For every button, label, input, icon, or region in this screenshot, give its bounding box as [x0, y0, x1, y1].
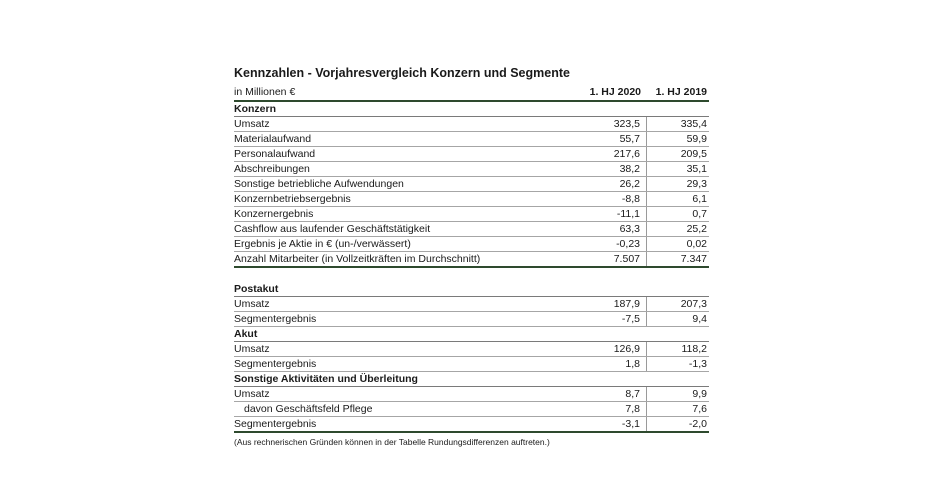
table-row: Segmentergebnis 1,8 -1,3 — [234, 358, 707, 370]
unit-label: in Millionen € — [234, 86, 296, 98]
table-row: Ergebnis je Aktie in € (un-/verwässert) -0,23 0,02 — [234, 238, 707, 250]
table-row: Personalaufwand 217,6 209,5 — [234, 148, 707, 160]
col-header-2020: 1. HJ 2020 — [589, 86, 641, 98]
table-row: Abschreibungen 38,2 35,1 — [234, 163, 707, 175]
konzern-rows — [234, 117, 709, 268]
table-row: Anzahl Mitarbeiter (in Vollzeitkräften im Durchschnitt) 7.507 7.347 — [234, 252, 709, 268]
table-row: Konzernbetriebsergebnis -8,8 6,1 — [234, 193, 707, 205]
section-akut: Akut — [234, 327, 709, 342]
table-row: Materialaufwand 55,7 59,9 — [234, 133, 707, 145]
table-row: Cashflow aus laufender Geschäftstätigkeit 63,3 25,2 — [234, 223, 707, 235]
table-row: Sonstige betriebliche Aufwendungen 26,2 29,3 — [234, 178, 707, 190]
table-row: Segmentergebnis -7,5 9,4 — [234, 313, 707, 325]
table-row: Umsatz 187,9 207,3 — [234, 298, 707, 310]
table-header — [234, 84, 709, 102]
table-row: Umsatz 126,9 118,2 — [234, 343, 707, 355]
section-postakut: Postakut — [234, 282, 709, 297]
table-row: Umsatz 323,5 335,4 — [234, 118, 707, 130]
footnote: (Aus rechnerischen Gründen können in der Tabelle Rundungsdifferenzen auftreten.) — [234, 437, 550, 447]
table-row: Konzernergebnis -11,1 0,7 — [234, 208, 707, 220]
table-title: Kennzahlen - Vorjahresvergleich Konzern und Segmente — [234, 66, 570, 80]
table-row: Segmentergebnis -3,1 -2,0 — [234, 417, 709, 433]
section-sonstige: Sonstige Aktivitäten und Überleitung — [234, 372, 709, 387]
table-row: davon Geschäftsfeld Pflege 7,8 7,6 — [234, 402, 709, 417]
section-konzern: Konzern — [234, 102, 709, 117]
col-header-2019: 1. HJ 2019 — [655, 86, 707, 98]
kennzahlen-table — [234, 64, 709, 447]
table-row: Umsatz 8,7 9,9 — [234, 388, 707, 400]
section-spacer — [234, 268, 709, 282]
